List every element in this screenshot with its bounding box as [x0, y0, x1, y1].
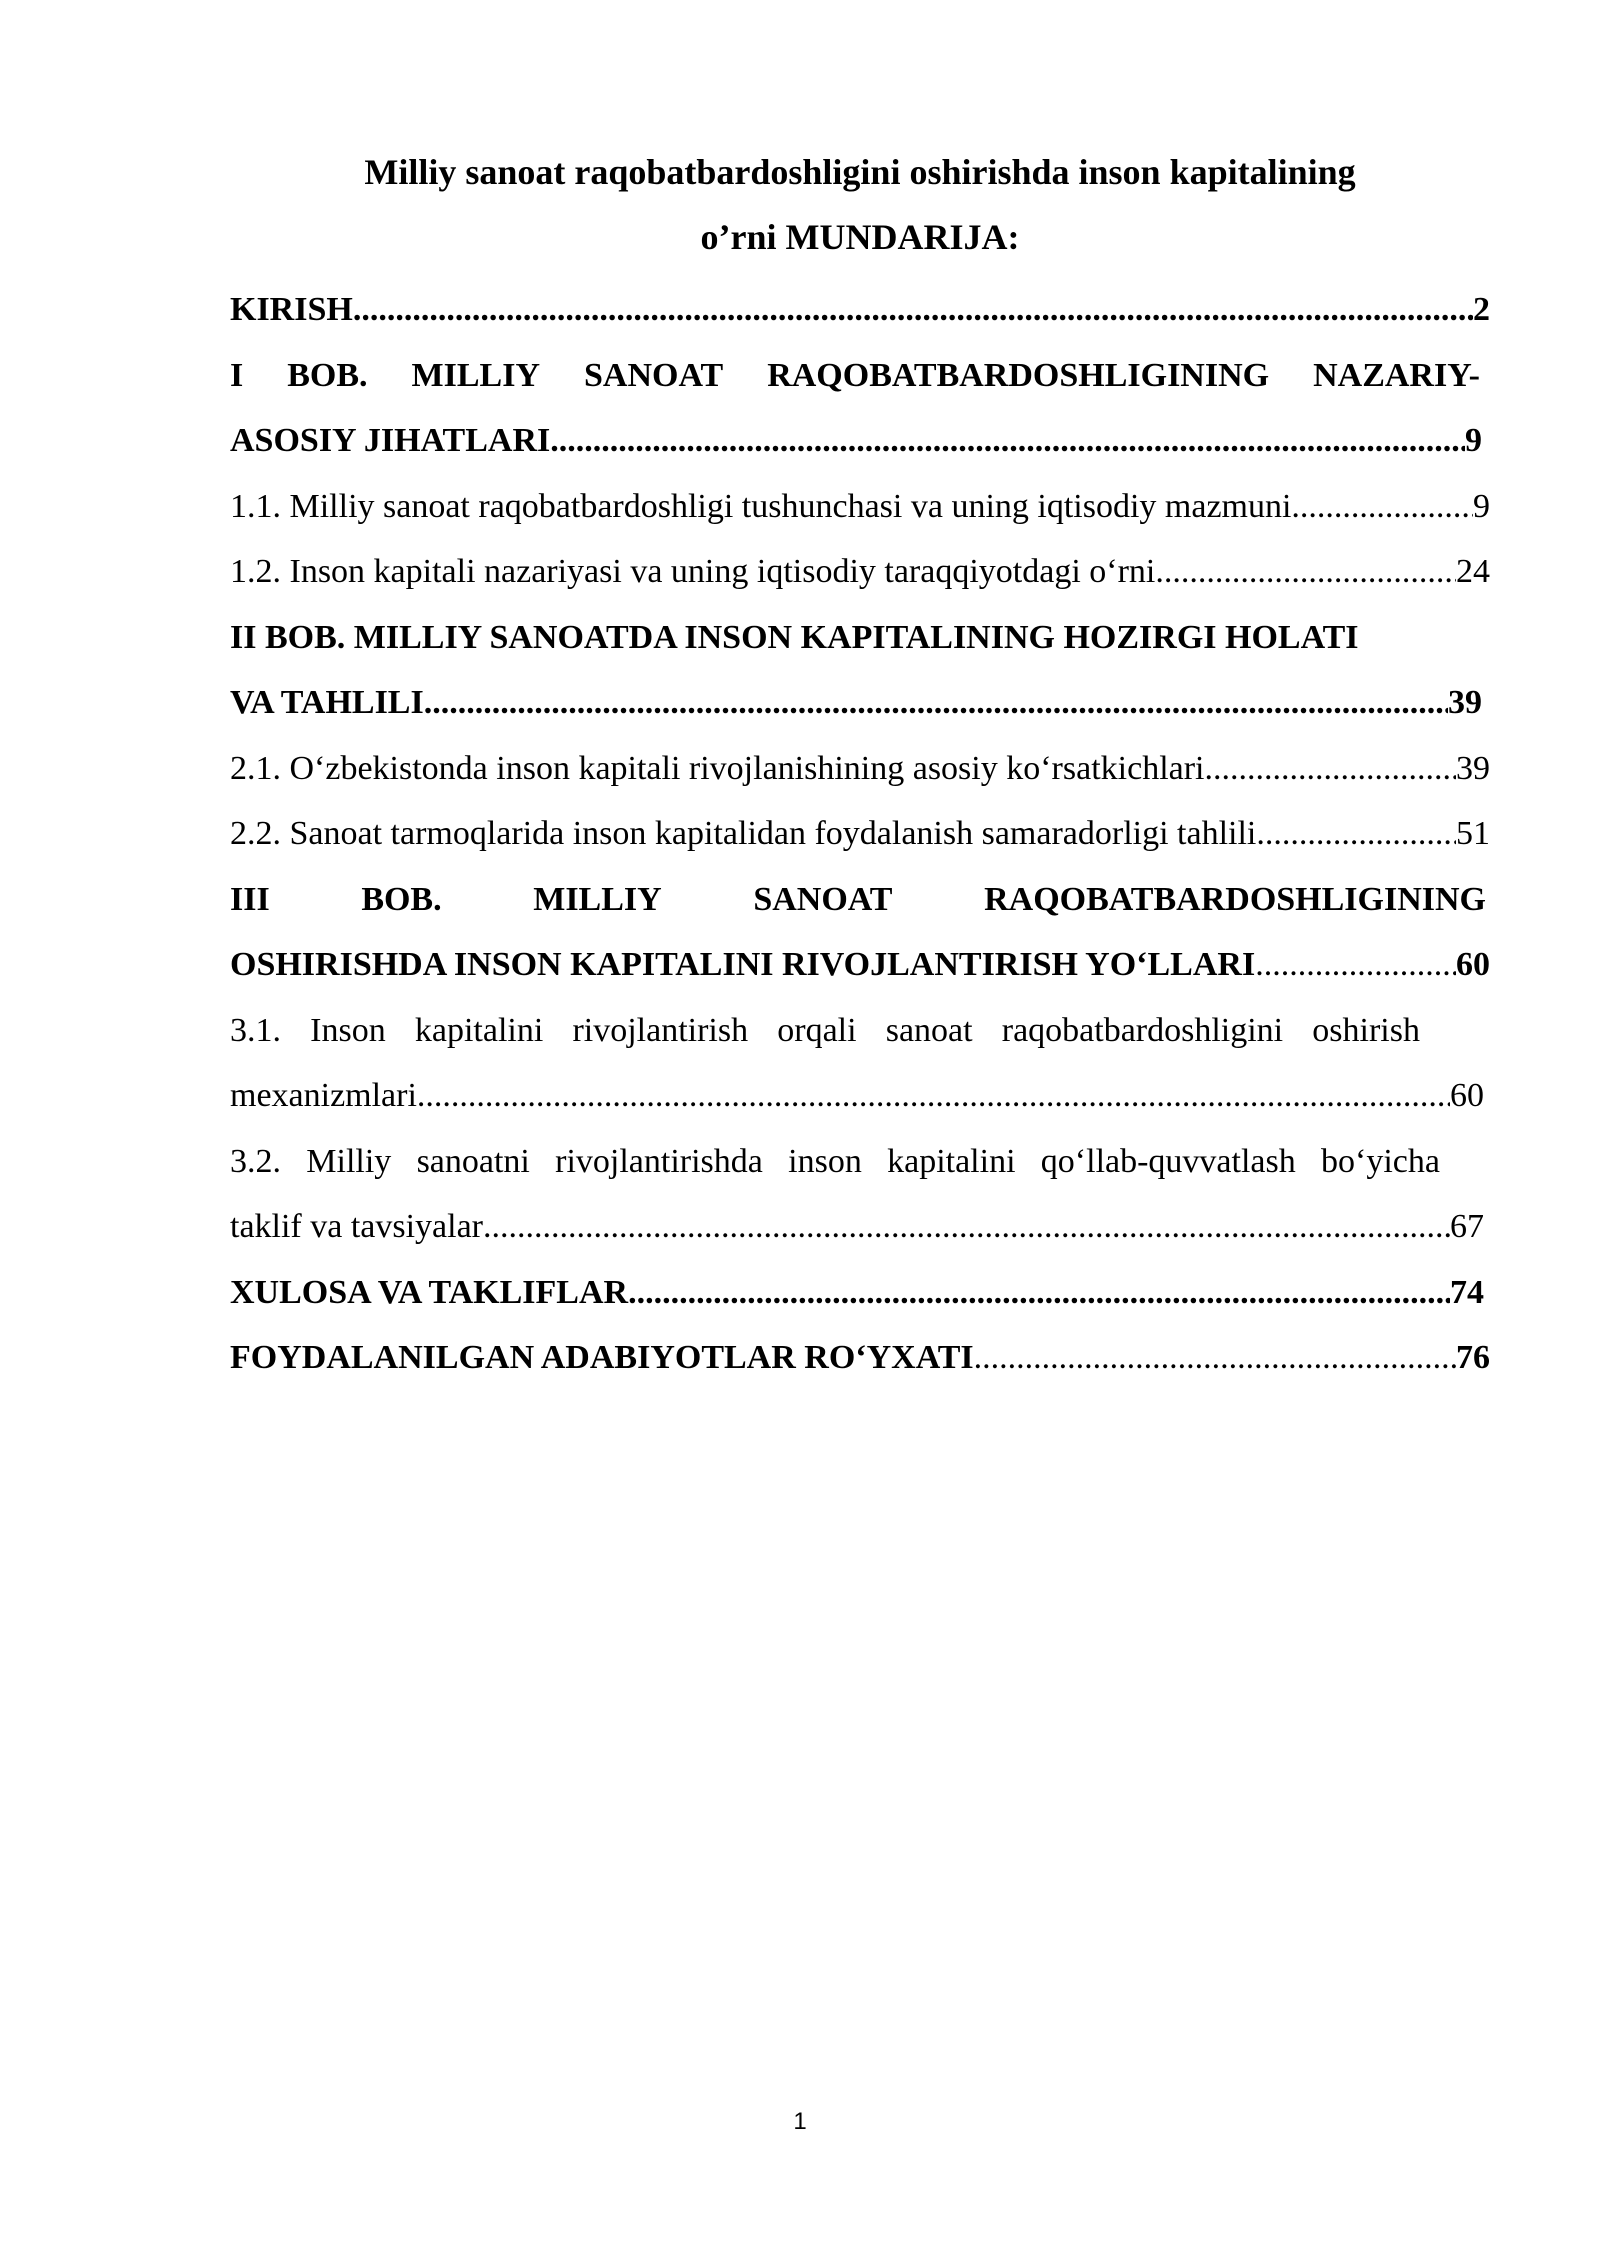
- toc-chapter-3-heading[interactable]: [230, 870, 1490, 936]
- toc-word: sanoatni: [416, 1142, 530, 1180]
- toc-word: RAQOBATBARDOSHLIGINING: [767, 356, 1270, 394]
- toc-label: ASOSIY JIHATLARI: [230, 422, 551, 459]
- toc-label: 2.2. Sanoat tarmoqlarida inson kapitalidan foydalanish samaradorligi tahlili: [230, 815, 1257, 852]
- toc-chapter-2-entry[interactable]: [230, 673, 1490, 739]
- table-of-contents: [230, 280, 1490, 1394]
- toc-leader-dots: [1256, 812, 1456, 856]
- toc-label: FOYDALANILGAN ADABIYOTLAR RO‘YXATI: [230, 1339, 974, 1376]
- toc-leader-dots: [417, 1074, 1450, 1118]
- toc-word: Milliy: [306, 1142, 392, 1180]
- toc-word: BOB.: [361, 880, 442, 918]
- toc-page-number: 39: [1456, 749, 1490, 787]
- toc-chapter-2-heading[interactable]: II BOB. MILLIY SANOATDA INSON KAPITALINING HOZIRGI HOLATI: [230, 618, 1359, 656]
- toc-section-1-1[interactable]: [230, 477, 1490, 543]
- toc-page-number: 60: [1450, 1077, 1484, 1114]
- toc-chapter-3-entry[interactable]: [230, 935, 1490, 1001]
- toc-chapter-1-heading[interactable]: [230, 346, 1490, 412]
- toc-label: OSHIRISHDA INSON KAPITALINI RIVOJLANTIRISH YO‘LLARI: [230, 946, 1256, 983]
- toc-word: I: [230, 356, 244, 394]
- toc-section-1-2[interactable]: [230, 542, 1490, 608]
- toc-word: SANOAT: [753, 880, 893, 918]
- toc-word: BOB.: [287, 356, 368, 394]
- toc-leader-dots: [550, 419, 1465, 463]
- toc-page-number: 2: [1473, 291, 1490, 328]
- toc-label: KIRISH: [230, 291, 353, 328]
- toc-word: inson: [788, 1142, 862, 1180]
- toc-section-2-2[interactable]: [230, 804, 1490, 870]
- toc-word: NAZARIY-: [1313, 356, 1480, 394]
- toc-label: VA TAHLILI: [230, 684, 424, 721]
- toc-page-number: 39: [1448, 684, 1482, 721]
- toc-word: Inson: [310, 1011, 386, 1049]
- toc-word: RAQOBATBARDOSHLIGINING: [984, 880, 1486, 918]
- toc-word: kapitalini: [414, 1011, 544, 1049]
- toc-entry-xulosa[interactable]: [230, 1263, 1490, 1329]
- toc-section-3-1-heading[interactable]: [230, 1001, 1490, 1067]
- toc-word: MILLIY: [411, 356, 541, 394]
- toc-leader-dots: [628, 1271, 1450, 1315]
- toc-leader-dots: [1291, 485, 1473, 529]
- toc-word: rivojlantirish: [572, 1011, 749, 1049]
- document-title-line-1: Milliy sanoat raqobatbardoshligini oshirishda inson kapitalining: [364, 152, 1356, 192]
- toc-leader-dots: [424, 681, 1448, 725]
- toc-section-3-1-entry[interactable]: [230, 1066, 1490, 1132]
- toc-section-3-2-heading[interactable]: [230, 1132, 1490, 1198]
- toc-word: III: [230, 880, 270, 918]
- toc-page-number: 74: [1450, 1273, 1484, 1311]
- toc-word: bo‘yicha: [1321, 1142, 1440, 1180]
- toc-page-number: 76: [1456, 1339, 1490, 1376]
- toc-leader-dots: [353, 288, 1473, 332]
- toc-leader-dots: [483, 1205, 1450, 1249]
- toc-label: XULOSA VA TAKLIFLAR: [230, 1273, 629, 1311]
- toc-page-number: 24: [1456, 553, 1490, 590]
- toc-label: mexanizmlari: [230, 1077, 417, 1114]
- toc-word: kapitalini: [887, 1142, 1016, 1180]
- toc-entry-kirish[interactable]: [230, 280, 1490, 346]
- toc-section-2-1[interactable]: [230, 739, 1490, 805]
- toc-word: qo‘llab-quvvatlash: [1040, 1142, 1296, 1180]
- toc-label: 1.2. Inson kapitali nazariyasi va uning iqtisodiy taraqqiyotdagi o‘rni: [230, 553, 1156, 590]
- toc-leader-dots: [1255, 943, 1456, 987]
- toc-word: oshirish: [1312, 1011, 1420, 1049]
- toc-section-3-2-entry[interactable]: [230, 1197, 1490, 1263]
- toc-leader-dots: [974, 1336, 1456, 1380]
- toc-word: MILLIY: [533, 880, 662, 918]
- toc-word: 3.1.: [230, 1011, 281, 1049]
- toc-chapter-1-entry[interactable]: [230, 411, 1490, 477]
- toc-page-number: 9: [1473, 487, 1490, 525]
- toc-word: sanoat: [885, 1011, 973, 1049]
- toc-word: raqobatbardoshligini: [1001, 1011, 1284, 1049]
- toc-leader-dots: [1155, 550, 1456, 594]
- toc-label: taklif va tavsiyalar: [230, 1208, 484, 1245]
- toc-page-number: 67: [1450, 1208, 1484, 1245]
- page-number-footer: 1: [793, 2108, 807, 2135]
- toc-entry-adabiyotlar[interactable]: [230, 1328, 1490, 1394]
- toc-page-number: 51: [1456, 815, 1490, 852]
- toc-word: 3.2.: [230, 1142, 281, 1180]
- toc-word: orqali: [777, 1011, 857, 1049]
- toc-page-number: 9: [1465, 422, 1482, 459]
- toc-word: SANOAT: [584, 356, 724, 394]
- toc-label: 2.1. O‘zbekistonda inson kapitali rivojlanishining asosiy ko‘rsatkichlari: [230, 749, 1205, 787]
- toc-word: rivojlantirishda: [555, 1142, 763, 1180]
- toc-leader-dots: [1205, 747, 1457, 791]
- toc-page-number: 60: [1456, 946, 1490, 983]
- document-title-line-2: o’rni MUNDARIJA:: [700, 217, 1020, 257]
- toc-label: 1.1. Milliy sanoat raqobatbardoshligi tushunchasi va uning iqtisodiy mazmuni: [230, 487, 1292, 525]
